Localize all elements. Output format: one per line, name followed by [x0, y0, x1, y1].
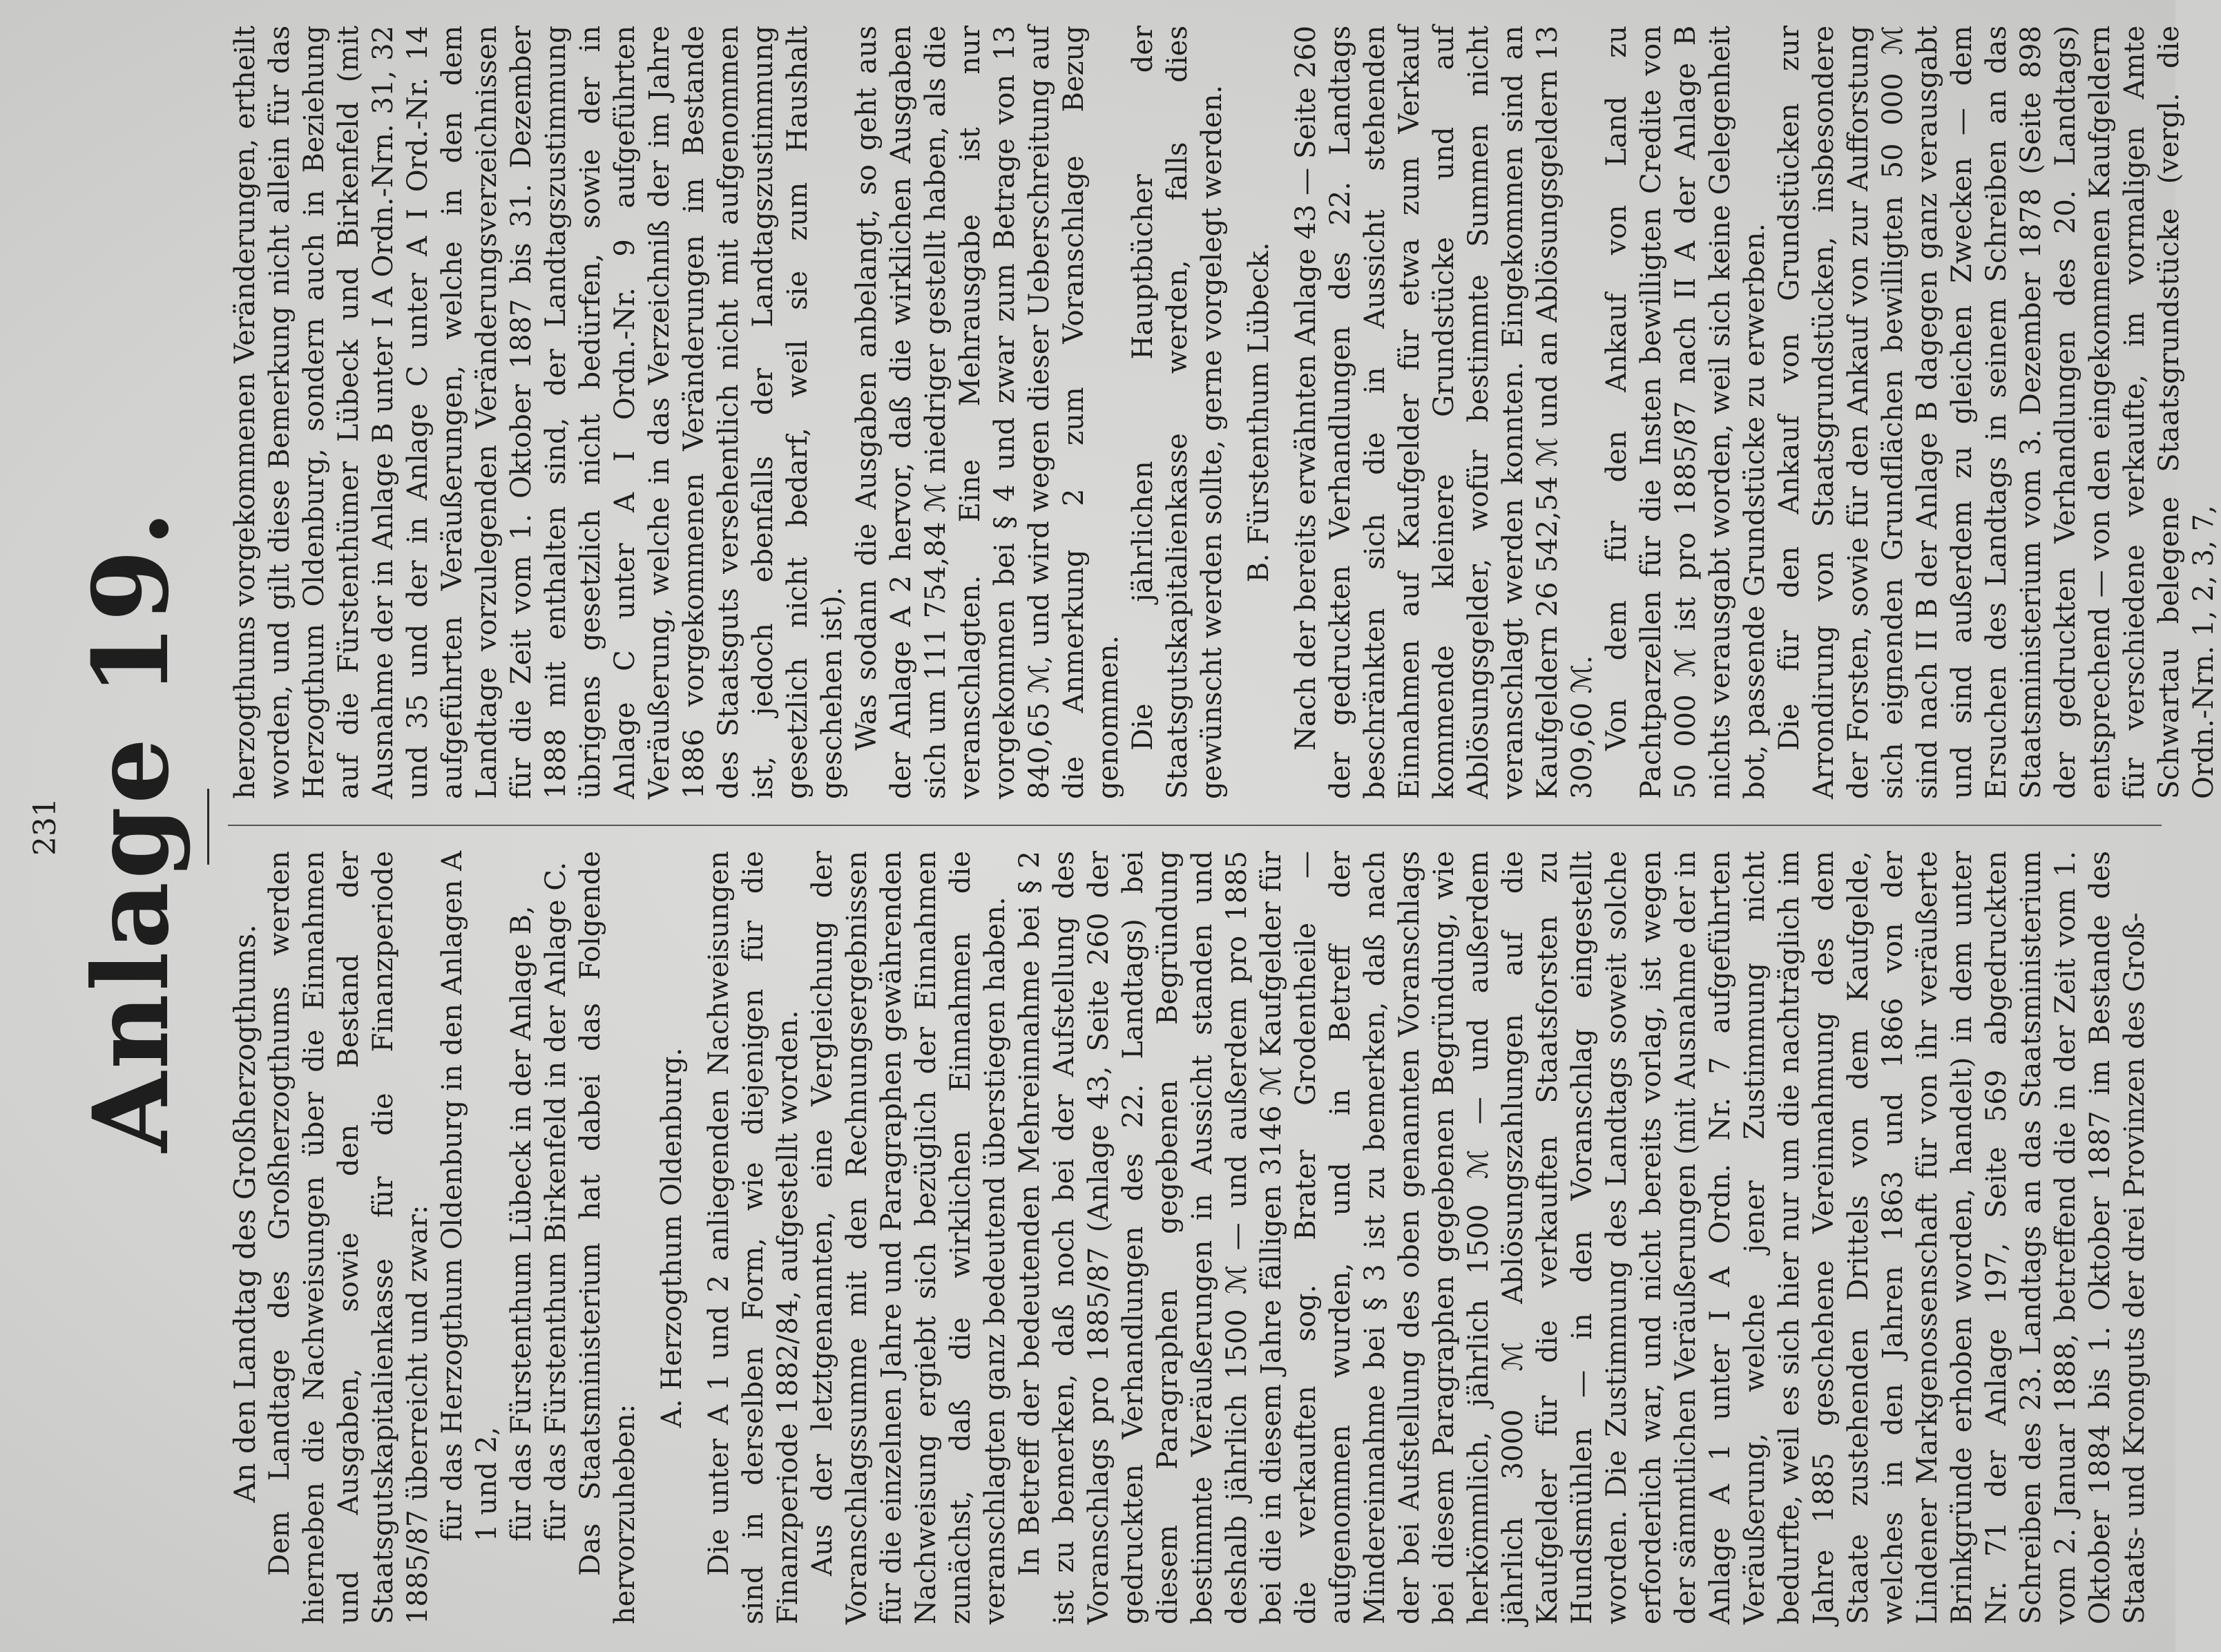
paragraph: herzogthums vorgekommenen Veränderungen, ertheilt worden, und gilt diese Bemerkung nicht allein für das Herzogthum Oldenburg, sondern auch in Beziehung auf die Fürstenthümer Lübeck und Birkenfeld (mit Ausnahme der in Anlage B unter I A Ordn.-Nrn. 31, 32 und 35 und der in Anlage C unter A I Ord.-Nr. 14 aufgeführten Veräußerungen, welche in den dem Landtage vorzulegenden Veränderungsverzeichnissen für die Zeit vom 1. Oktober 1887 bis 31. Dezember 1888 mit enthalten sind, der Landtagszustimmung übrigens gesetzlich nicht bedürfen, sowie der in Anlage C unter A I Ordn.-Nr. 9 aufgeführten Veräußerung, welche in das Verzeichniß der im Jahre 1886 vorgekommenen Veränderungen im Bestande des Staatsguts versehentlich nicht mit aufgenommen ist, jedoch ebenfalls der Landtagszustimmung gesetzlich nicht bedarf, weil sie zum Haushalt geschehen ist). — [229, 26, 848, 799]
list-item: für das Herzogthum Oldenburg in den Anlagen A 1 und 2, — [436, 851, 503, 1541]
paragraph: Die unter A 1 und 2 anliegenden Nachweisungen sind in derselben Form, wie diejenigen für die Finanzperiode 1882/84, aufgestellt worden. — [703, 851, 804, 1624]
list-item: für das Fürstenthum Birkenfeld in der Anlage C. — [540, 861, 572, 1541]
page-number: 231 — [28, 798, 63, 856]
paragraph: Die für den Ankauf von Grundstücken zur Arrondirung von Staatsgrundstücken, insbesondere der Forsten, sowie für den Ankauf von zur Aufforstung sich eignenden Grundflächen bewilligten 50 000 ℳ sind nach II B der Anlage B dagegen ganz verausgabt und sind außerdem zu gleichen Zwecken — dem Ersuchen des Landtags in seinem Schreiben an das Staatsministerium vom 3. Dezember 1878 (Seite 898 der gedruckten Verhandlungen des 20. Landtags) entsprechend — von den eingekommenen Kaufgeldern für verschiedene verkaufte, im vormaligen Amte Schwartau belegene Staatsgrundstücke (vergl. die Ordn.-Nrn. 1, 2, 3, 7, — [1773, 26, 2220, 799]
page-title: Anlage 19. — [70, 508, 192, 1153]
list-item: für das Fürstenthum Lübeck in der Anlage B, — [506, 905, 537, 1541]
paragraph: Nach der bereits erwähnten Anlage 43 — Seite 260 der gedruckten Verhandlungen des 22. Landtags beschränkten sich die in Aussicht stehenden Einnahmen auf Kaufgelder für etwa zum Verkauf kommende kleinere Grundstücke und auf Ablösungsgelder, wofür bestimmte Summen nicht veranschlagt werden konnten. Eingekommen sind an Kaufgeldern 26 542,54 ℳ und an Ablösungsgeldern 13 309,60 ℳ. — [1290, 26, 1598, 799]
address-heading: An den Landtag des Großherzogthums. — [228, 924, 262, 1503]
column-divider — [228, 825, 2162, 826]
paragraph: Dem Landtage des Großherzogthums werden hierneben die Nachweisungen über die Einnahmen und Ausgaben, sowie den Bestand der Staatsgutskapitalienkasse für die Finanzperiode 1885/87 überreicht und zwar: — [264, 851, 434, 1624]
paragraph: Von dem für den Ankauf von Land zu Pachtparzellen für die Insten bewilligten Credite von 50 000 ℳ ist pro 1885/87 nach II A der Anlage B nichts verausgabt worden, weil sich keine Gelegenheit bot, passende Grundstücke zu erwerben. — [1601, 26, 1771, 799]
paragraph: Aus der letztgenannten, eine Vergleichung der Voranschlagssumme mit den Rechnungsergebnissen für die einzelnen Jahre und Paragraphen gewährenden Nachweisung ergiebt sich bezüglich der Einnahmen zunächst, daß die wirklichen Einnahmen die veranschlagten ganz bedeutend überstiegen haben. — [807, 851, 1011, 1624]
section-heading: A. Herzogthum Oldenburg. — [656, 1047, 688, 1428]
paragraph: Das Staatsministerium hat dabei das Folgende hervorzuheben: — [575, 851, 641, 1624]
paragraph: Die jährlichen Hauptbücher der Staatsgutskapitalienkasse werden, falls dies gewünscht werden sollte, gerne vorgelegt werden. — [1127, 26, 1228, 799]
paragraph: In Betreff der bedeutenden Mehreinnahme bei § 2 ist zu bemerken, daß noch bei der Aufstellung des Voranschlags pro 1885/87 (Anlage 43, Seite 260 der gedruckten Verhandlungen des 22. Landtags) bei diesem Paragraphen gegebenen Begründung bestimmte Veräußerungen in Aussicht standen und deshalb jährlich 1500 ℳ — und außerdem pro 1885 bei die in diesem Jahre fälligen 3146 ℳ Kaufgelder für die verkauften sog. Brater Grodentheile — aufgenommen wurden, und in Betreff der Mindereinnahme bei § 3 ist zu bemerken, daß nach der bei Aufstellung des oben genannten Voranschlags bei diesem Paragraphen gegebenen Begründung, wie herkömmlich, jährlich 1500 ℳ — und außerdem jährlich 3000 ℳ Ablösungszahlungen auf die Kaufgelder für die verkauften Staatsforsten zu Hundsmühlen — in den Voranschlag eingestellt worden. Die Zustimmung des Landtags soweit solche erforderlich war, und nicht bereits vorlag, ist wegen der sämmtlichen Veräußerungen (mit Ausnahme der in Anlage A 1 unter I A Ordn. Nr. 7 aufgeführten Veräußerung, welche jener Zustimmung nicht bedurfte, weil es sich hier nur um die nachträglich im Jahre 1885 geschehene Vereinnahmung des dem Staate zustehenden Drittels von dem Kaufgelde, welches in den Jahren 1863 und 1866 von der Lindener Markgenossenschaft für von ihr veräußerte Brinkgründe erhoben worden, handelt) in dem unter Nr. 71 der Anlage 197, Seite 569 abgedruckten Schreiben des 23. Landtags an das Staatsministerium vom 2. Januar 1888, betreffend die in der Zeit vom 1. Oktober 1884 bis 1. Oktober 1887 im Bestande des Staats- und Kronguts der drei Provinzen des Groß- — [1014, 851, 2151, 1624]
text-column-right — [228, 26, 2220, 799]
paragraph: Was sodann die Ausgaben anbelangt, so geht aus der Anlage A 2 hervor, daß die wirklichen Ausgaben sich um 111 754,84 ℳ niedriger gestellt haben, als die veranschlagten. Eine Mehrausgabe ist nur vorgekommen bei § 4 und zwar zum Betrage von 13 840,65 ℳ, und wird wegen dieser Ueberschreitung auf die Anmerkung 2 zum Voranschlage Bezug genommen. — [851, 26, 1124, 799]
text-column-left — [228, 851, 2155, 1624]
title-divider — [207, 789, 209, 865]
section-heading: B. Fürstenthum Lübeck. — [1243, 242, 1275, 583]
